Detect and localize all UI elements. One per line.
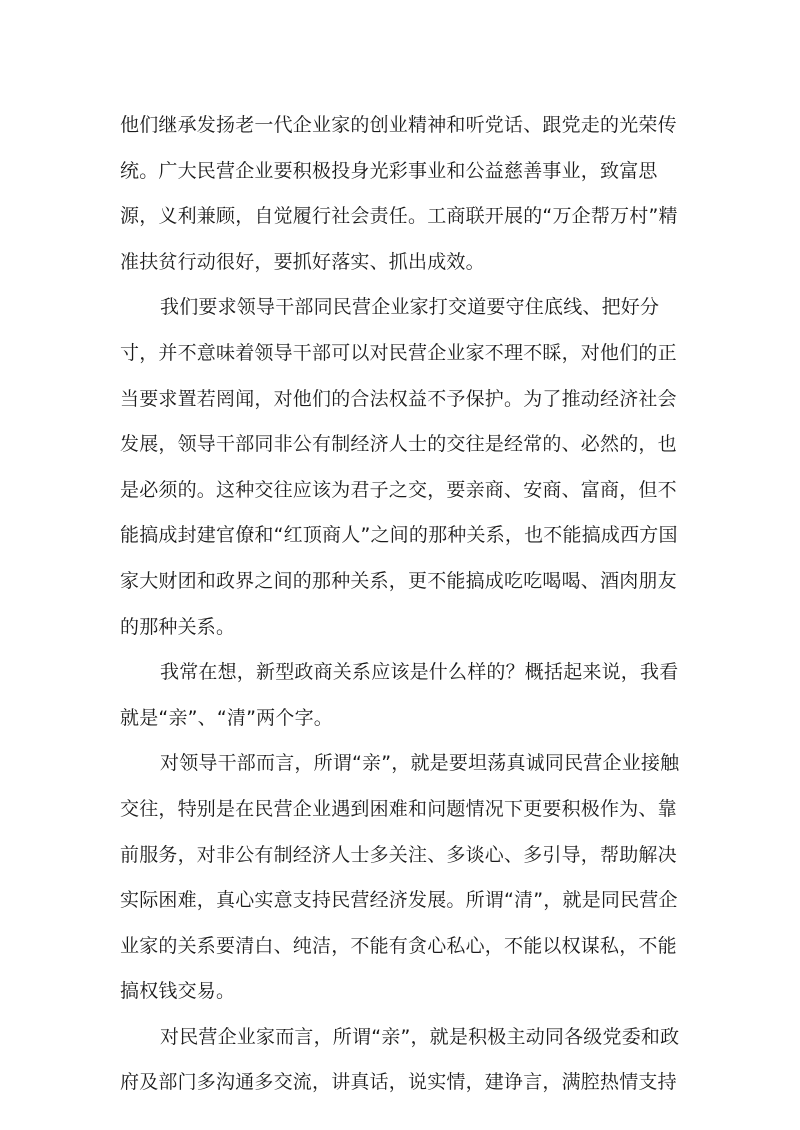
text-line: 业家的关系要清白、纯洁，不能有贪心私心，不能以权谋私，不能 (120, 934, 677, 957)
text-line: 寸，并不意味着领导干部可以对民营企业家不理不睬，对他们的正 (120, 341, 677, 364)
text-line: 前服务，对非公有制经济人士多关注、多谈心、多引导，帮助解决 (120, 843, 677, 866)
text-line: 我们要求领导干部同民营企业家打交道要守住底线、把好分 (160, 296, 660, 319)
text-line: 对领导干部而言，所谓“亲”，就是要坦荡真诚同民营企业接触 (160, 752, 680, 775)
text-line: 我常在想，新型政商关系应该是什么样的？概括起来说，我看 (160, 661, 679, 684)
text-line: 对民营企业家而言，所谓“亲”，就是积极主动同各级党委和政 (160, 1025, 680, 1048)
text-line: 是必须的。这种交往应该为君子之交，要亲商、安商、富商，但不 (120, 478, 677, 501)
text-line: 准扶贫行动很好，要抓好落实、抓出成效。 (120, 250, 485, 273)
paragraph-3 (120, 650, 680, 741)
text-line: 发展，领导干部同非公有制经济人士的交往是经常的、必然的，也 (120, 433, 677, 456)
text-line: 搞权钱交易。 (120, 980, 236, 1003)
paragraph-1 (120, 103, 680, 285)
text-line: 统。广大民营企业要积极投身光彩事业和公益慈善事业，致富思 (120, 159, 658, 182)
paragraph-2 (120, 285, 680, 650)
text-line: 他们继承发扬老一代企业家的创业精神和听党话、跟党走的光荣传 (120, 114, 677, 136)
text-line: 实际困难，真心实意支持民营经济发展。所谓“清”，就是同民营企 (120, 889, 678, 912)
text-line: 交往，特别是在民营企业遇到困难和问题情况下更要积极作为、靠 (120, 797, 677, 820)
document-body (120, 103, 680, 1106)
paragraph-5 (120, 1015, 680, 1106)
text-line: 能搞成封建官僚和“红顶商人”之间的那种关系，也不能搞成西方国 (120, 524, 678, 547)
text-line: 的那种关系。 (120, 615, 236, 638)
text-line: 当要求置若罔闻，对他们的合法权益不予保护。为了推动经济社会 (120, 387, 677, 410)
text-line: 府及部门多沟通多交流，讲真话，说实情，建诤言，满腔热情支持 (120, 1071, 677, 1094)
text-line: 就是“亲”、“清”两个字。 (120, 706, 333, 729)
text-line: 家大财团和政界之间的那种关系，更不能搞成吃吃喝喝、酒肉朋友 (120, 569, 677, 592)
text-line: 源，义利兼顾，自觉履行社会责任。工商联开展的“万企帮万村”精 (120, 205, 678, 228)
paragraph-4 (120, 741, 680, 1015)
